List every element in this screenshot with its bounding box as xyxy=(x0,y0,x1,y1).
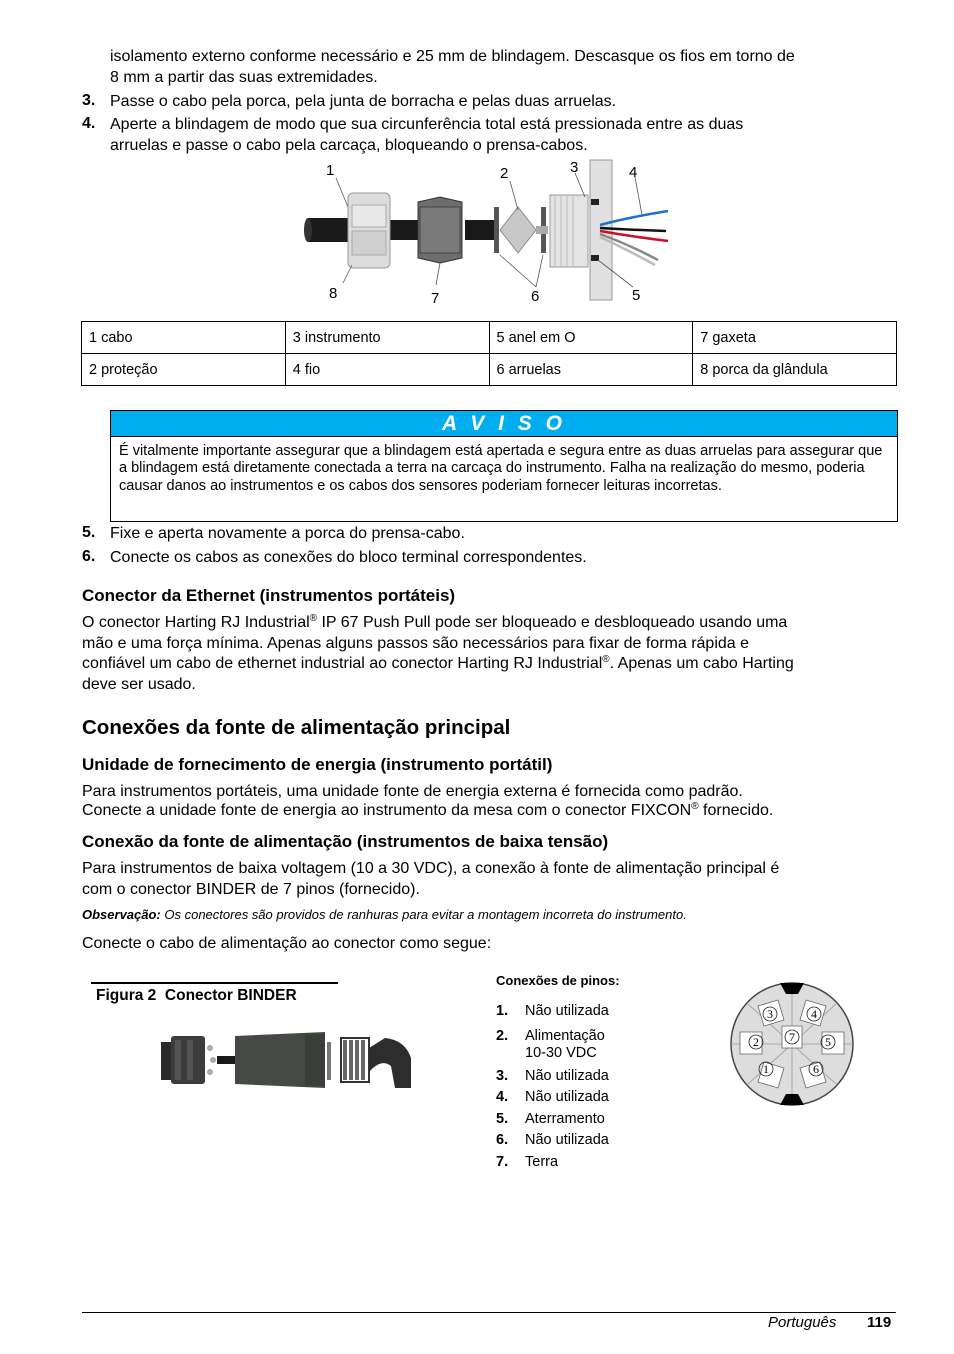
registered-mark: ® xyxy=(691,801,699,812)
gland-nut xyxy=(348,193,390,268)
step-5-number: 5. xyxy=(82,524,96,541)
note-label: Observação: xyxy=(82,907,161,922)
pin-label-3: 3 xyxy=(767,1007,773,1021)
legend-cell: 2 proteção xyxy=(82,354,286,386)
callout-3: 3 xyxy=(570,159,579,176)
cable-gland-figure xyxy=(300,155,680,310)
callout-6: 6 xyxy=(531,288,540,305)
low-voltage-line-1: Para instrumentos de baixa voltagem (10 a 30 VDC), a conexão à fonte de alimentação principal é xyxy=(82,860,780,877)
registered-mark: ® xyxy=(309,613,318,624)
step-6-number: 6. xyxy=(82,548,96,565)
legend-cell: 7 gaxeta xyxy=(693,322,897,354)
pin-label: Terra xyxy=(525,1154,559,1170)
note-text: Os conectores são providos de ranhuras para evitar a montagem incorreta do instrumento. xyxy=(160,907,687,922)
legend-cell: 4 fio xyxy=(285,354,489,386)
step-4-number: 4. xyxy=(82,115,96,132)
note xyxy=(82,907,687,922)
washer-1 xyxy=(494,207,499,253)
portable-power-line-1: Para instrumentos portáteis, uma unidade fonte de energia externa é fornecida como padrão. xyxy=(82,783,743,800)
footer-language: Português xyxy=(768,1314,837,1331)
table-row xyxy=(82,354,897,386)
ethernet-heading: Conector da Ethernet (instrumentos portáteis) xyxy=(82,586,456,605)
registered-mark: ® xyxy=(602,654,610,665)
legend-cell: 1 cabo xyxy=(82,322,286,354)
page-number: 119 xyxy=(867,1314,892,1331)
portable-power-heading: Unidade de fornecimento de energia (instrumento portátil) xyxy=(82,755,553,774)
legend-cell: 3 instrumento xyxy=(285,322,489,354)
step-6-text: Conecte os cabos as conexões do bloco terminal correspondentes. xyxy=(110,549,587,566)
callout-1: 1 xyxy=(326,162,335,179)
figure-2-caption: Figura 2 Conector BINDER xyxy=(96,987,297,1004)
portable-power-line-2: Conecte a unidade fonte de energia ao instrumento da mesa com o conector FIXCON® fornecido. xyxy=(82,801,774,819)
connect-instruction: Conecte o cabo de alimentação ao conector como segue: xyxy=(82,935,492,952)
pin-label: Alimentação xyxy=(525,1028,605,1044)
figure-legend-table xyxy=(81,321,897,386)
callout-8: 8 xyxy=(329,285,338,302)
legend-cell: 8 porca da glândula xyxy=(693,354,897,386)
binder-connector-image xyxy=(155,1028,415,1092)
warning-title: A V I S O xyxy=(111,411,897,437)
footer-rule xyxy=(82,1312,896,1313)
low-voltage-heading: Conexão da fonte de alimentação (instrumentos de baixa tensão) xyxy=(82,832,609,851)
pin-label: Não utilizada xyxy=(525,1089,609,1105)
pin-label-4: 4 xyxy=(811,1007,817,1021)
step-3-number: 3. xyxy=(82,92,96,109)
pin-label: Não utilizada xyxy=(525,1003,609,1019)
step-4-line-2: arruelas e passe o cabo pela carcaça, bloqueando o prensa-cabos. xyxy=(110,137,588,154)
pin-label-2: 2 xyxy=(753,1035,759,1049)
step-3-text: Passe o cabo pela porca, pela junta de borracha e pelas duas arruelas. xyxy=(110,93,617,110)
intro-line-2: 8 mm a partir das suas extremidades. xyxy=(110,69,378,86)
pin-label-6: 6 xyxy=(813,1062,819,1076)
figure-caption-rule xyxy=(91,982,338,984)
callout-7: 7 xyxy=(431,290,440,307)
pin-number: 1. xyxy=(496,1003,509,1019)
pin-number: 2. xyxy=(496,1028,509,1044)
low-voltage-line-2: com o conector BINDER de 7 pinos (fornecido). xyxy=(82,881,420,898)
pin-label-line-2: 10-30 VDC xyxy=(525,1045,597,1061)
table-row xyxy=(82,322,897,354)
ethernet-line-4: deve ser usado. xyxy=(82,676,196,693)
pin-number: 5. xyxy=(496,1111,509,1127)
pin-label-7: 7 xyxy=(789,1030,795,1044)
callout-4: 4 xyxy=(629,164,638,181)
pin-label: Aterramento xyxy=(525,1111,605,1127)
binder-pin-diagram xyxy=(728,980,856,1108)
pin-label: Não utilizada xyxy=(525,1068,609,1084)
warning-box xyxy=(110,410,898,522)
warning-text: É vitalmente importante assegurar que a blindagem está apertada e segura entre as duas arruelas para assegurar que a blindagem está diretamente conectada a terra na carcaça do instrumento. Falha na realização do mesmo, poderia causar danos ao instrumentos e os cabos dos sensores poderiam fornecer leituras incorretas. xyxy=(119,443,883,494)
legend-cell: 5 anel em O xyxy=(489,322,693,354)
gasket xyxy=(418,197,462,263)
pin-label-5: 5 xyxy=(825,1035,831,1049)
pin-number: 4. xyxy=(496,1089,509,1105)
pin-label: Não utilizada xyxy=(525,1132,609,1148)
step-5-text: Fixe e aperta novamente a porca do prensa-cabo. xyxy=(110,525,465,542)
power-heading: Conexões da fonte de alimentação principal xyxy=(82,716,511,739)
instrument-housing xyxy=(550,160,612,300)
pin-number: 3. xyxy=(496,1068,509,1084)
pin-number: 6. xyxy=(496,1132,509,1148)
ethernet-line-2: mão e uma força mínima. Apenas alguns passos são necessários para fixar de forma rápida e xyxy=(82,635,750,652)
callout-5: 5 xyxy=(632,287,641,304)
pin-label-1: 1 xyxy=(763,1062,769,1076)
legend-cell: 6 arruelas xyxy=(489,354,693,386)
ethernet-line-1: O conector Harting RJ Industrial® IP 67 Push Pull pode ser bloqueado e desbloqueado usando uma xyxy=(82,613,788,631)
pin-number: 7. xyxy=(496,1154,509,1170)
intro-line-1: isolamento externo conforme necessário e 25 mm de blindagem. Descasque os fios em torno de xyxy=(110,48,795,65)
shield-braid xyxy=(500,207,536,253)
pin-connections-title: Conexões de pinos: xyxy=(496,973,620,988)
step-4-line-1: Aperte a blindagem de modo que sua circunferência total está pressionada entre as duas xyxy=(110,116,744,133)
ethernet-line-3: confiável um cabo de ethernet industrial ao conector Harting RJ Industrial®. Apenas um cabo Harting xyxy=(82,654,794,672)
callout-2: 2 xyxy=(500,165,509,182)
